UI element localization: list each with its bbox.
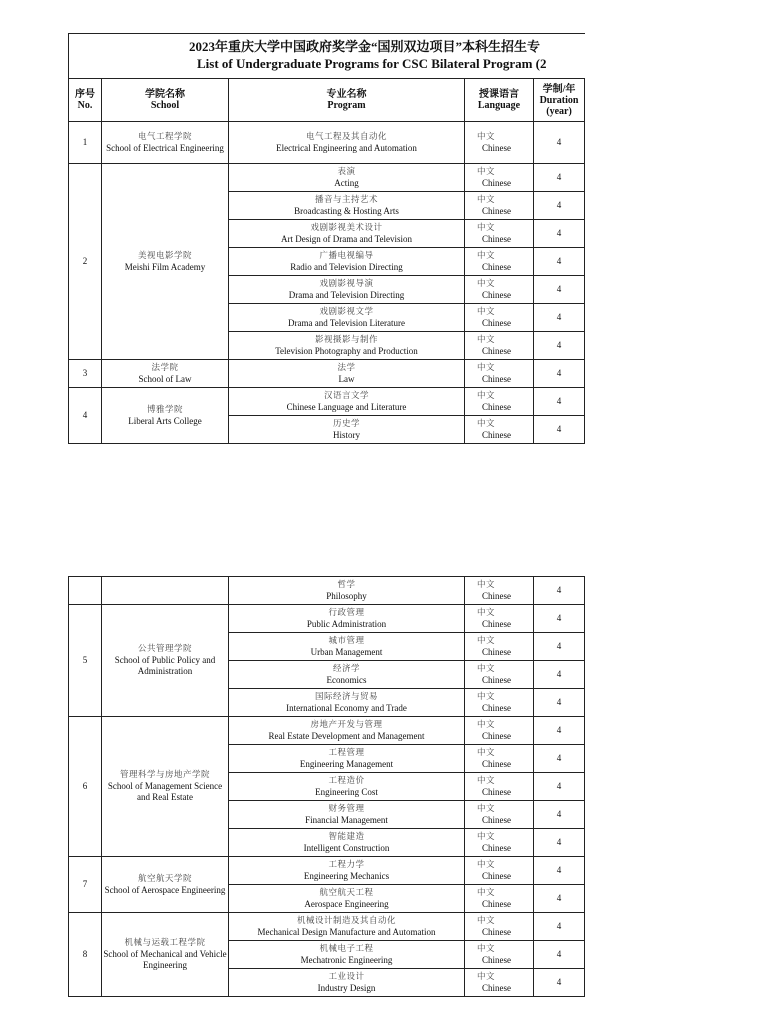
school-name-en: Meishi Film Academy [124,261,206,272]
language-cell [465,969,534,997]
language-cell [465,857,534,885]
table-page-2 [67,576,585,1008]
program-name-zh: 工程力学 [328,859,365,870]
language-en: Chinese [482,233,511,244]
program-name-zh: 机械电子工程 [319,943,374,954]
school-name-en: School of Electrical Engineering [106,142,224,153]
program-name-en: Electrical Engineering and Automation [276,142,417,153]
language-cell [465,220,534,248]
header-row [69,79,585,122]
duration-cell: 4 [534,248,585,276]
program-name-en: Acting [334,177,359,188]
language-en: Chinese [482,401,511,412]
language-cell [465,661,534,689]
school-name-zh: 航空航天学院 [137,873,192,884]
program-cell [229,941,465,969]
language-cell [465,885,534,913]
duration-cell: 4 [534,717,585,745]
language-zh: 中文 [477,971,496,982]
school-cell [102,717,229,857]
language-cell [465,829,534,857]
school-name-zh: 电气工程学院 [137,131,192,142]
language-cell [465,773,534,801]
language-cell [465,276,534,304]
program-name-en: Public Administration [306,618,387,629]
school-cell [102,857,229,913]
header-language: 授课语言 Language [465,79,534,122]
program-name-en: Broadcasting & Hosting Arts [294,205,399,216]
table-title [69,34,585,79]
program-name-zh: 城市管理 [328,635,365,646]
table-row [69,388,585,416]
language-zh: 中文 [477,915,496,926]
program-cell [229,829,465,857]
number-cell: 7 [69,857,102,913]
program-name-en: Radio and Television Directing [290,261,403,272]
language-cell: 中文 Chinese [465,577,534,605]
language-en: Chinese [482,758,511,769]
program-cell: 哲学 Philosophy [229,577,465,605]
program-name-en: Engineering Mechanics [303,870,390,881]
program-cell [229,689,465,717]
duration-cell: 4 [534,745,585,773]
table-row [69,913,585,941]
school-cell [102,122,229,164]
table-row [69,605,585,633]
program-name-zh: 工程管理 [328,747,365,758]
duration-cell: 4 [534,913,585,941]
program-table-page-1 [68,33,585,444]
duration-cell: 4 [534,192,585,220]
program-name-zh: 汉语言文学 [323,390,369,401]
language-zh: 中文 [477,306,496,317]
program-name-en: International Economy and Trade [286,702,407,713]
language-cell [465,388,534,416]
language-zh: 中文 [477,250,496,261]
language-en: Chinese [482,345,511,356]
number-cell: 8 [69,913,102,997]
program-name-zh: 戏剧影视美术设计 [310,222,383,233]
language-zh: 中文 [477,943,496,954]
language-en: Chinese [482,317,511,328]
program-name-zh: 表演 [337,166,356,177]
program-name-zh: 法学 [337,362,356,373]
program-name-zh: 广播电视编导 [319,250,374,261]
language-cell [465,416,534,444]
language-en: Chinese [482,261,511,272]
duration-cell: 4 [534,857,585,885]
language-en: Chinese [482,982,511,993]
program-name-zh: 经济学 [332,663,360,674]
language-cell [465,122,534,164]
language-zh: 中文 [477,278,496,289]
program-name-zh: 戏剧影视文学 [319,306,374,317]
language-en: Chinese [482,898,511,909]
duration-cell: 4 [534,416,585,444]
duration-cell: 4 [534,332,585,360]
school-cell [102,605,229,717]
program-cell [229,913,465,941]
language-en: Chinese [482,289,511,300]
number-cell: 6 [69,717,102,857]
program-cell [229,304,465,332]
language-cell [465,332,534,360]
language-cell [465,801,534,829]
program-name-en: History [333,429,360,440]
duration-cell: 4 [534,304,585,332]
school-name-zh: 机械与运载工程学院 [124,938,206,948]
table-row [69,164,585,192]
program-name-en: Aerospace Engineering [304,898,389,909]
table-row [69,360,585,388]
program-name-en: Intelligent Construction [303,842,390,853]
program-name-en: Financial Management [305,814,388,825]
duration-cell: 4 [534,969,585,997]
language-cell [465,689,534,717]
language-cell [465,304,534,332]
title-english: List of Undergraduate Programs for CSC Bilateral Program (2 [197,56,547,71]
language-zh: 中文 [477,831,496,842]
language-zh: 中文 [477,131,496,142]
program-cell [229,717,465,745]
number-cell [69,577,102,605]
language-zh: 中文 [477,747,496,758]
table-row [69,577,585,605]
program-name-en: Real Estate Development and Management [268,730,425,741]
program-name-zh: 电气工程及其自动化 [305,131,387,142]
language-zh: 中文 [477,607,496,618]
school-name-zh: 法学院 [151,362,179,373]
duration-cell: 4 [534,388,585,416]
program-name-en: Urban Management [310,646,383,657]
language-en: Chinese [482,646,511,657]
language-zh: 中文 [477,887,496,898]
language-cell [465,605,534,633]
duration-cell: 4 [534,773,585,801]
language-cell [465,745,534,773]
number-cell: 5 [69,605,102,717]
language-en: Chinese [482,702,511,713]
school-name-en: School of Mechanical and Vehicle Engineering [103,949,227,970]
header-no: 序号 No. [69,79,102,122]
language-en: Chinese [482,177,511,188]
program-name-zh: 房地产开发与管理 [310,719,383,730]
language-zh: 中文 [477,775,496,786]
language-en: Chinese [482,205,511,216]
title-chinese: 2023年重庆大学中国政府奖学金“国别双边项目”本科生招生专 [189,39,541,54]
school-name-zh: 公共管理学院 [137,644,192,654]
language-zh: 中文 [477,222,496,233]
program-cell [229,885,465,913]
program-cell [229,220,465,248]
language-en: Chinese [482,618,511,629]
program-name-zh: 历史学 [332,418,360,429]
duration-cell: 4 [534,360,585,388]
program-cell [229,969,465,997]
language-zh: 中文 [477,691,496,702]
program-name-en: Drama and Television Directing [288,289,405,300]
number-cell: 4 [69,388,102,444]
program-name-en: Law [338,373,355,384]
program-cell [229,332,465,360]
table-page-1 [67,33,585,450]
language-zh: 中文 [477,194,496,205]
program-cell [229,605,465,633]
duration-cell: 4 [534,829,585,857]
duration-cell: 4 [534,661,585,689]
language-zh: 中文 [477,803,496,814]
language-cell [465,192,534,220]
duration-cell: 4 [534,122,585,164]
duration-cell: 4 [534,941,585,969]
program-cell [229,164,465,192]
language-zh: 中文 [477,334,496,345]
program-name-en: Chinese Language and Literature [286,401,407,412]
program-cell [229,745,465,773]
program-name-en: Industry Design [317,982,376,993]
language-zh: 中文 [477,390,496,401]
program-name-zh: 工程造价 [328,775,365,786]
header-school: 学院名称 School [102,79,229,122]
language-en: Chinese [482,842,511,853]
language-en: Chinese [482,674,511,685]
program-name-zh: 机械设计制造及其自动化 [296,915,396,926]
program-name-en: Mechatronic Engineering [300,954,393,965]
header-program: 专业名称 Program [229,79,465,122]
language-en: Chinese [482,814,511,825]
school-name-en: Liberal Arts College [128,415,202,426]
program-name-zh: 影视摄影与制作 [314,334,378,345]
language-cell [465,717,534,745]
header-duration: 学制/年 Duration (year) [534,79,585,122]
duration-cell: 4 [534,633,585,661]
duration-cell: 4 [534,577,585,605]
program-name-zh: 行政管理 [328,607,365,618]
table-row [69,122,585,164]
school-cell [102,913,229,997]
language-zh: 中文 [477,362,496,373]
program-cell [229,773,465,801]
program-cell [229,801,465,829]
school-name-en: School of Public Policy and Administration [114,655,216,676]
language-en: Chinese [482,429,511,440]
school-cell [102,360,229,388]
language-zh: 中文 [477,635,496,646]
duration-cell: 4 [534,801,585,829]
program-name-zh: 国际经济与贸易 [314,691,378,702]
language-cell [465,360,534,388]
program-name-zh: 工业设计 [328,971,365,982]
language-en: Chinese [482,142,511,153]
school-name-zh: 美视电影学院 [137,250,192,261]
school-name-en: School of Aerospace Engineering [104,884,226,895]
program-cell [229,416,465,444]
program-cell [229,122,465,164]
program-name-en: Economics [326,674,367,685]
program-cell [229,360,465,388]
program-cell [229,633,465,661]
language-en: Chinese [482,730,511,741]
duration-cell: 4 [534,689,585,717]
duration-cell: 4 [534,164,585,192]
program-name-en: Engineering Cost [315,786,378,797]
table-row [69,717,585,745]
program-name-zh: 智能建造 [328,831,365,842]
program-name-zh: 播音与主持艺术 [314,194,378,205]
language-en: Chinese [482,786,511,797]
number-cell: 1 [69,122,102,164]
language-zh: 中文 [477,719,496,730]
school-name-en: School of Management Science and Real Estate [107,781,223,802]
number-cell: 2 [69,164,102,360]
program-name-zh: 财务管理 [328,803,365,814]
language-en: Chinese [482,926,511,937]
language-en: Chinese [482,954,511,965]
number-cell: 3 [69,360,102,388]
school-name-en: School of Law [138,373,192,384]
language-cell [465,633,534,661]
program-cell [229,276,465,304]
program-cell [229,192,465,220]
language-cell [465,941,534,969]
school-cell [102,388,229,444]
language-zh: 中文 [477,166,496,177]
table-row [69,857,585,885]
language-en: Chinese [482,373,511,384]
program-table-page-2 [68,576,585,997]
school-cell [102,164,229,360]
duration-cell: 4 [534,605,585,633]
language-zh: 中文 [477,663,496,674]
duration-cell: 4 [534,276,585,304]
program-name-zh: 航空航天工程 [319,887,374,898]
school-cell [102,577,229,605]
language-cell [465,164,534,192]
program-name-en: Art Design of Drama and Television [281,233,412,244]
language-cell [465,913,534,941]
duration-cell: 4 [534,220,585,248]
program-name-en: Drama and Television Literature [288,317,405,328]
language-zh: 中文 [477,418,496,429]
program-name-zh: 戏剧影视导演 [319,278,374,289]
program-name-en: Mechanical Design Manufacture and Automation [257,926,436,937]
language-cell [465,248,534,276]
program-name-en: Television Photography and Production [275,345,418,356]
program-name-en: Engineering Management [299,758,394,769]
program-cell [229,661,465,689]
language-zh: 中文 [477,859,496,870]
duration-cell: 4 [534,885,585,913]
program-cell [229,857,465,885]
school-name-zh: 博雅学院 [146,404,183,415]
school-name-zh: 管理科学与房地产学院 [119,770,210,780]
title-row [69,34,585,79]
program-cell [229,248,465,276]
program-cell [229,388,465,416]
language-en: Chinese [482,870,511,881]
